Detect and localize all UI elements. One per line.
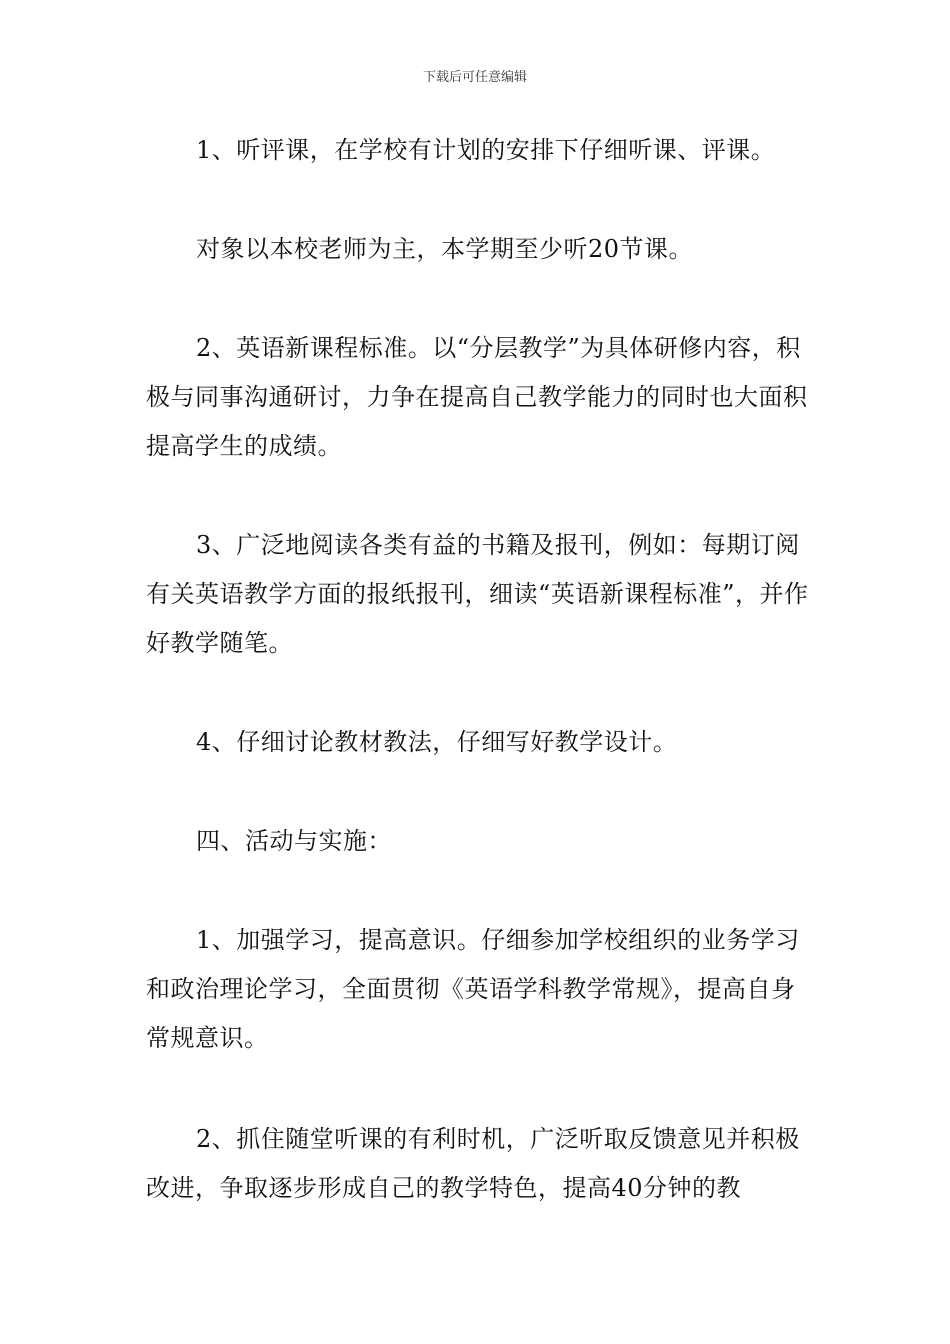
paragraph-classroom-observation: 2、抓住随堂听课的有利时机，广泛听取反馈意见并积极改进，争取逐步形成自己的教学特色，提高40分钟的教	[146, 1125, 800, 1202]
paragraph-teaching-materials: 4、仔细讨论教材教法，仔细写好教学设计。	[196, 728, 678, 756]
page-header-note: 下载后可任意编辑	[422, 70, 527, 85]
section-heading-activities: 四、活动与实施：	[196, 827, 392, 855]
paragraph-strengthen-learning: 1、加强学习，提高意识。仔细参加学校组织的业务学习和政治理论学习，全面贯彻《英语学科教学常规》，提高自身常规意识。	[146, 926, 800, 1052]
paragraph-observation-target: 对象以本校老师为主，本学期至少听20节课。	[196, 235, 694, 263]
paragraph-reading: 3、广泛地阅读各类有益的书籍及报刊，例如：每期订阅有关英语教学方面的报纸报刊，细读“英语新课程标准”，并作好教学随笔。	[146, 531, 809, 657]
document-body	[146, 126, 816, 1213]
paragraph-listen-evaluate: 1、听评课，在学校有计划的安排下仔细听课、评课。	[196, 136, 776, 164]
paragraph-curriculum-standard: 2、英语新课程标准。以“分层教学”为具体研修内容，积极与同事沟通研讨，力争在提高自己教学能力的同时也大面积提高学生的成绩。	[146, 334, 808, 460]
